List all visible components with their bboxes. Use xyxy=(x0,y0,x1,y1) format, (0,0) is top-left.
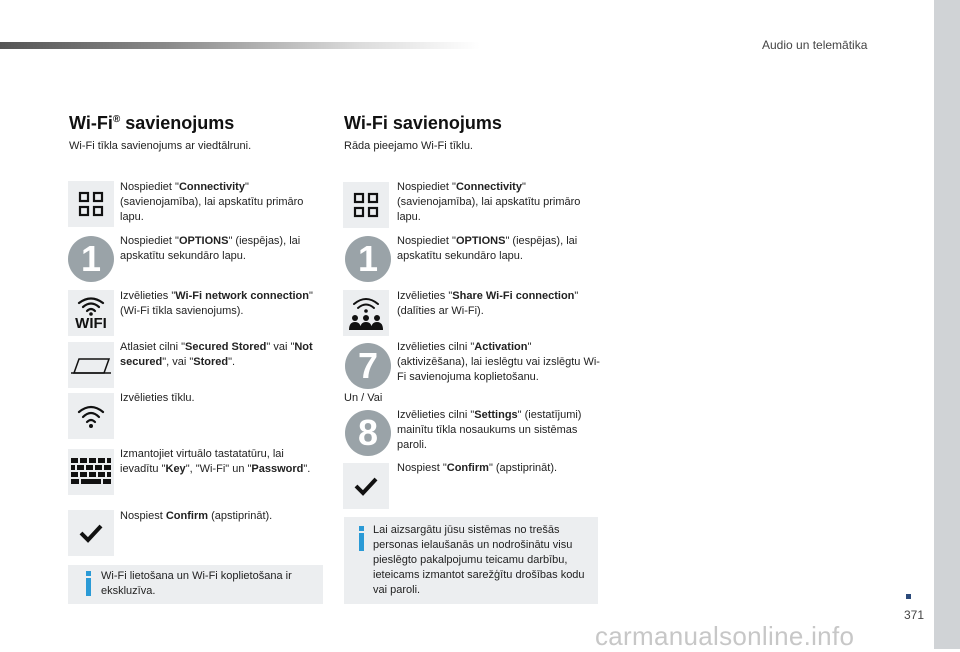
left-step-badge-1: 1 xyxy=(68,236,114,282)
secured-stored-icon xyxy=(71,355,111,375)
left-title xyxy=(69,113,234,134)
page-number: 371 xyxy=(904,608,925,622)
right-step-badge-1: 1 xyxy=(345,236,391,282)
left-step-connectivity: Nospiediet "Connectivity" (savienojamība), lai apskatītu primāro lapu. xyxy=(120,181,304,223)
right-step-share-wifi: Izvēlieties "Share Wi-Fi connection" (dalīties ar Wi-Fi). xyxy=(397,290,579,317)
page-marker xyxy=(906,594,911,599)
checkmark-icon xyxy=(354,476,378,496)
left-intro: Wi-Fi tīkla savienojums ar viedtālruni. xyxy=(69,140,252,152)
right-step-options: Nospiediet "OPTIONS" (iespējas), lai apskatītu sekundāro lapu. xyxy=(397,235,578,262)
page-side-strip xyxy=(934,0,960,649)
left-tile-keyboard xyxy=(68,449,114,495)
right-info-note xyxy=(344,517,598,604)
left-info-note xyxy=(68,565,323,604)
share-wifi-icon xyxy=(347,294,385,332)
right-note-text: Lai aizsargātu jūsu sistēmas no trešās personas ielaušanās un nodrošinātu visu pieslēgto pakalpojumu teicamu darbību, ieteicams izmantot sarežģītu drošības kodu vai paroli. xyxy=(373,524,585,596)
left-tile-wifi xyxy=(68,393,114,439)
right-title: Wi-Fi savienojums xyxy=(344,113,502,133)
section-title: Audio un telemātika xyxy=(762,38,868,52)
wifi-network-icon xyxy=(76,296,106,316)
or-label: Un / Vai xyxy=(344,392,383,404)
left-title-rest: savienojums xyxy=(120,113,235,133)
watermark: carmanualsonline.info xyxy=(595,621,855,651)
left-step-keyboard: Izmantojiet virtuālo tastatatūru, lai ievadītu "Key", "Wi-Fi" un "Password". xyxy=(120,448,311,475)
left-tile-wifi-network xyxy=(68,290,114,336)
left-step-wifi-network: Izvēlieties "Wi-Fi network connection" (Wi-Fi tīkla savienojums). xyxy=(120,290,313,317)
left-step-secured: Atlasiet cilni "Secured Stored" vai "Not secured", vai "Stored". xyxy=(120,341,313,368)
info-icon xyxy=(359,533,364,551)
left-step-select-network: Izvēlieties tīklu. xyxy=(120,392,195,404)
right-step-badge-8: 8 xyxy=(345,410,391,456)
right-tile-share-wifi xyxy=(343,290,389,336)
checkmark-icon xyxy=(79,523,103,543)
right-step-badge-7: 7 xyxy=(345,343,391,389)
left-tile-secured xyxy=(68,342,114,388)
left-tile-connectivity xyxy=(68,181,114,227)
right-step-connectivity: Nospiediet "Connectivity" (savienojamība), lai apskatītu primāro lapu. xyxy=(397,181,581,223)
right-step-settings: Izvēlieties cilni "Settings" (iestatījumi) mainītu tīkla nosaukums un sistēmas paroli. xyxy=(397,409,582,451)
info-icon-dot xyxy=(86,571,91,576)
left-step-options: Nospiediet "OPTIONS" (iespējas), lai apskatītu sekundāro lapu. xyxy=(120,235,301,262)
right-step-activation: Izvēlieties cilni "Activation" (aktivizēšana), lai ieslēgtu vai izslēgtu Wi-Fi savienojuma koplietošanu. xyxy=(397,341,600,383)
left-tile-confirm xyxy=(68,510,114,556)
info-icon xyxy=(86,578,91,596)
keyboard-icon xyxy=(71,458,111,486)
info-icon-dot xyxy=(359,526,364,531)
wifi-label: WIFI xyxy=(75,314,107,332)
right-tile-confirm xyxy=(343,463,389,509)
grid-apps-icon xyxy=(78,191,104,217)
left-title-sup: ® xyxy=(112,114,121,125)
wifi-icon xyxy=(76,403,106,429)
right-step-confirm: Nospiest "Confirm" (apstiprināt). xyxy=(397,462,558,474)
left-note-text: Wi-Fi lietošana un Wi-Fi koplietošana ir ekskluzīva. xyxy=(101,570,292,597)
left-step-confirm: Nospiest Confirm (apstiprināt). xyxy=(120,510,273,522)
left-title-main: Wi-Fi xyxy=(69,113,113,133)
right-tile-connectivity xyxy=(343,182,389,228)
right-intro: Rāda pieejamo Wi-Fi tīklu. xyxy=(344,140,473,152)
grid-apps-icon xyxy=(353,192,379,218)
header-gradient-bar xyxy=(0,42,480,49)
